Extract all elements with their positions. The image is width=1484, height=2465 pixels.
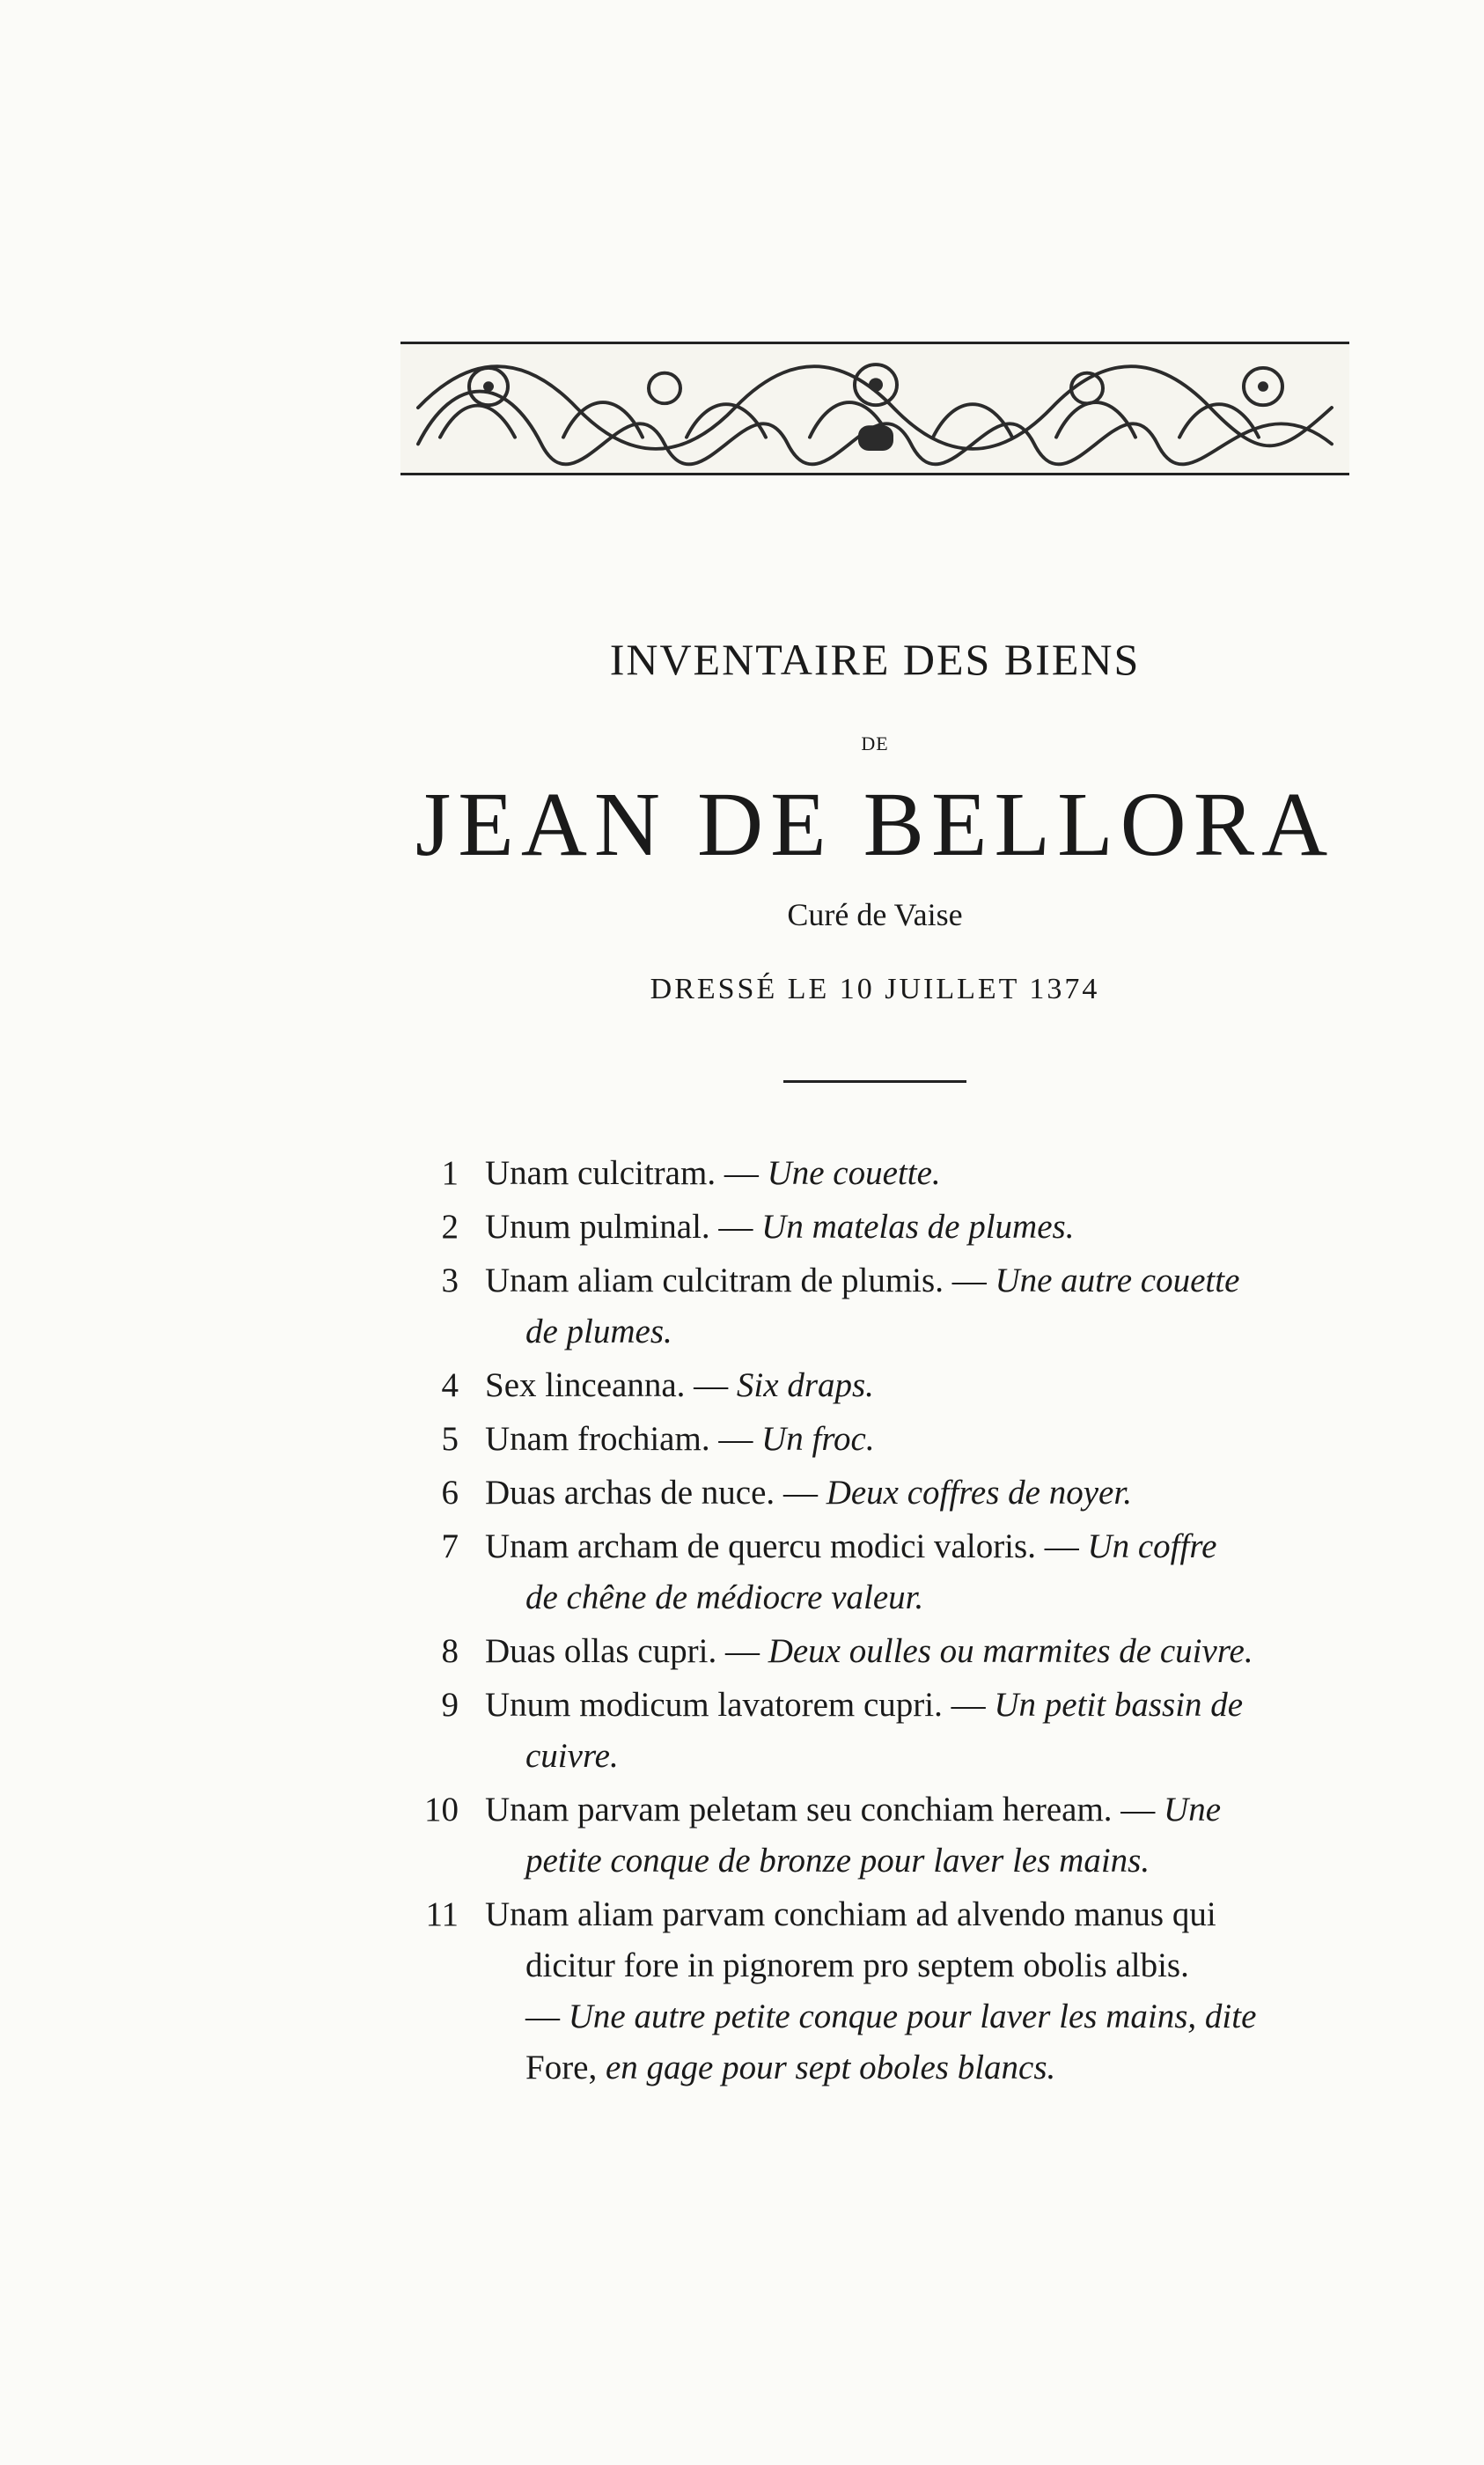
french-translation: Une autre couette xyxy=(995,1262,1240,1299)
entry-text xyxy=(485,1148,1349,1199)
separator-dash: — xyxy=(942,1686,995,1724)
inventory-list xyxy=(400,1148,1349,2096)
inventory-entry xyxy=(400,1468,1349,1519)
entry-number: 11 xyxy=(425,1895,459,1933)
latin-text: Unam frochiam. xyxy=(485,1420,710,1458)
entry-line-3 xyxy=(485,1991,1349,2042)
title-divider xyxy=(783,1080,966,1083)
inventory-entry xyxy=(400,1784,1349,1887)
latin-word: Fore, xyxy=(525,2049,606,2086)
latin-text: Duas ollas cupri. xyxy=(485,1632,717,1670)
latin-text: Unam parvam peletam seu conchiam heream. xyxy=(485,1791,1113,1829)
inventory-entry xyxy=(400,1255,1349,1358)
french-translation-line-4: en gage pour sept oboles blancs. xyxy=(606,2049,1056,2086)
french-translation-continuation: cuivre. xyxy=(525,1737,619,1775)
french-translation: Un coffre xyxy=(1087,1527,1217,1565)
entry-text xyxy=(485,1414,1349,1465)
entry-number: 2 xyxy=(441,1208,459,1246)
entry-text xyxy=(485,1202,1349,1253)
entry-number: 3 xyxy=(441,1262,459,1299)
entry-text xyxy=(485,1521,1349,1623)
french-translation-continuation: de chêne de médiocre valeur. xyxy=(525,1578,924,1616)
entry-text xyxy=(485,1889,1349,2093)
subtitle: Curé de Vaise xyxy=(787,897,963,932)
inventory-entry xyxy=(400,1680,1349,1782)
title-small: INVENTAIRE DES BIENS xyxy=(609,635,1141,684)
entry-line-4 xyxy=(485,2042,1349,2093)
separator-dash: — xyxy=(716,1632,768,1670)
entry-number: 8 xyxy=(441,1632,459,1670)
french-translation: Une xyxy=(1164,1791,1222,1829)
entry-number: 5 xyxy=(441,1420,459,1458)
separator-dash: — xyxy=(775,1474,826,1512)
latin-text: Unum modicum lavatorem cupri. xyxy=(485,1686,943,1724)
entry-number: 1 xyxy=(441,1154,459,1192)
latin-text: Unum pulminal. xyxy=(485,1208,710,1246)
separator-dash: — xyxy=(1035,1527,1088,1565)
entry-text xyxy=(485,1468,1349,1519)
french-translation-continuation: de plumes. xyxy=(525,1313,672,1350)
french-translation: Six draps. xyxy=(736,1366,874,1404)
french-translation-line-3: Une autre petite conque pour laver les mains, dite xyxy=(568,1998,1257,2035)
inventory-entry xyxy=(400,1889,1349,2093)
separator-dash: — xyxy=(525,1998,569,2035)
french-translation-continuation: petite conque de bronze pour laver les mains. xyxy=(525,1842,1150,1880)
latin-text: Sex linceanna. xyxy=(485,1366,686,1404)
entry-text xyxy=(485,1626,1349,1677)
french-translation: Une couette. xyxy=(767,1154,941,1192)
french-translation: Un matelas de plumes. xyxy=(761,1208,1075,1246)
separator-dash: — xyxy=(709,1208,762,1246)
separator-dash: — xyxy=(1112,1791,1164,1829)
latin-text-line-1: Unam aliam parvam conchiam ad alvendo manus qui xyxy=(485,1895,1216,1933)
inventory-entry xyxy=(400,1360,1349,1411)
entry-text xyxy=(485,1784,1349,1887)
separator-dash: — xyxy=(943,1262,995,1299)
latin-text: Duas archas de nuce. xyxy=(485,1474,775,1512)
french-translation: Un froc. xyxy=(761,1420,875,1458)
inventory-entry xyxy=(400,1521,1349,1623)
latin-text: Unam aliam culcitram de plumis. xyxy=(485,1262,944,1299)
latin-text: Unam archam de quercu modici valoris. xyxy=(485,1527,1036,1565)
inventory-entry xyxy=(400,1626,1349,1677)
separator-dash: — xyxy=(685,1366,737,1404)
french-translation: Deux oulles ou marmites de cuivre. xyxy=(768,1632,1253,1670)
french-translation: Deux coffres de noyer. xyxy=(826,1474,1132,1512)
separator-dash: — xyxy=(709,1420,762,1458)
entry-number: 10 xyxy=(424,1791,459,1829)
entry-number: 4 xyxy=(441,1366,459,1404)
latin-text-line-2: dicitur fore in pignorem pro septem obolis albis. xyxy=(525,1946,1189,1984)
french-translation: Un petit bassin de xyxy=(994,1686,1244,1724)
entry-number: 7 xyxy=(441,1527,459,1565)
title-main: JEAN DE BELLORA xyxy=(415,774,1335,875)
separator-dash: — xyxy=(716,1154,768,1192)
inventory-entry xyxy=(400,1414,1349,1465)
entry-text xyxy=(485,1360,1349,1411)
entry-text xyxy=(485,1255,1349,1358)
entry-number: 9 xyxy=(441,1686,459,1724)
entry-text xyxy=(485,1680,1349,1782)
inventory-entry xyxy=(400,1148,1349,1199)
entry-number: 6 xyxy=(441,1474,459,1512)
decorative-header-ornament xyxy=(400,342,1349,475)
inventory-entry xyxy=(400,1202,1349,1253)
latin-text: Unam culcitram. xyxy=(485,1154,716,1192)
title-de: DE xyxy=(861,732,889,754)
dateline: DRESSÉ LE 10 JUILLET 1374 xyxy=(650,973,1100,1005)
